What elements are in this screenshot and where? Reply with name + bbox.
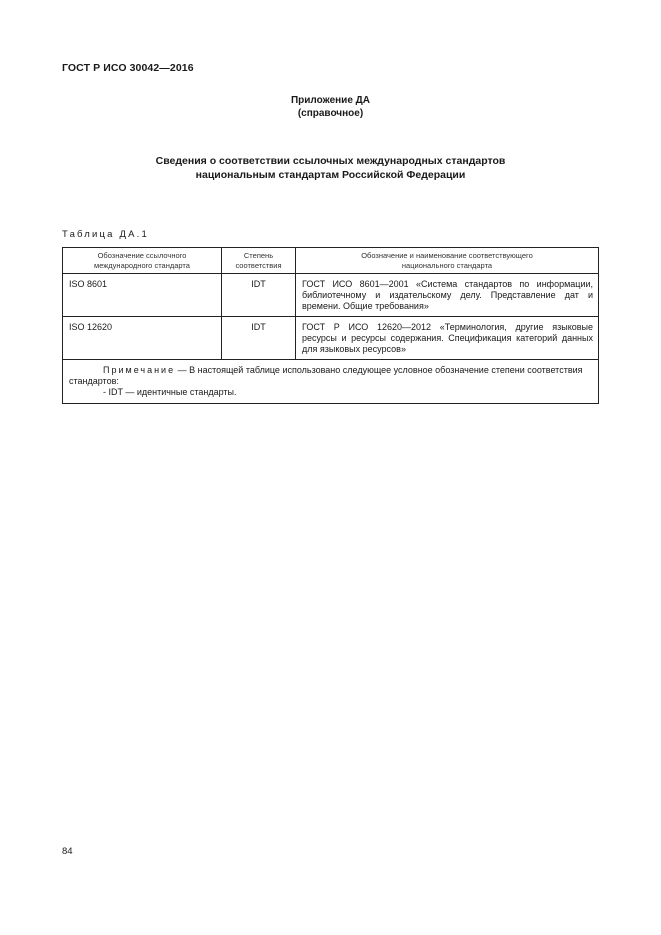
section-title-line1: Сведения о соответствии ссылочных международных стандартов bbox=[155, 155, 506, 167]
note-item bbox=[69, 387, 592, 398]
section-title-line2: национальным стандартам Российской Федерации bbox=[195, 169, 466, 181]
cell-national-standard: ГОСТ ИСО 8601—2001 «Система стандартов по информации, библиотечному и издательскому делу. Представление дат и времени. Общие требования» bbox=[296, 274, 599, 317]
header-degree bbox=[222, 248, 296, 274]
appendix-heading bbox=[0, 94, 661, 120]
note-label: Примечание bbox=[103, 365, 176, 375]
table-row bbox=[63, 317, 599, 360]
appendix-title: Приложение ДА bbox=[290, 95, 371, 106]
cell-degree: IDT bbox=[222, 317, 296, 360]
header-international-standard bbox=[63, 248, 222, 274]
cell-international-standard: ISO 8601 bbox=[63, 274, 222, 317]
header-col2-line1: Степень bbox=[243, 250, 274, 260]
table-header-row bbox=[63, 248, 599, 274]
note-item-text: - IDT — идентичные стандарты. bbox=[103, 387, 237, 397]
cell-international-standard: ISO 12620 bbox=[63, 317, 222, 360]
cell-national-standard: ГОСТ Р ИСО 12620—2012 «Терминология, другие языковые ресурсы и ресурсы содержания. Спецификация категорий данных для языковых ресурсов» bbox=[296, 317, 599, 360]
table-note-row bbox=[63, 360, 599, 404]
appendix-subtitle: (справочное) bbox=[297, 108, 364, 119]
section-title bbox=[0, 154, 661, 182]
header-col3-line2: национального стандарта bbox=[401, 260, 493, 270]
header-col3-line1: Обозначение и наименование соответствующего bbox=[361, 250, 533, 260]
note-text: В настоящей таблице использовано следующее условное обозначение степени соответствия стандартов: bbox=[69, 365, 583, 386]
table-note bbox=[63, 360, 599, 404]
table-caption bbox=[62, 229, 149, 240]
note-paragraph bbox=[69, 365, 592, 387]
document-code: ГОСТ Р ИСО 30042—2016 bbox=[62, 62, 194, 74]
table-row bbox=[63, 274, 599, 317]
note-dash: — bbox=[175, 365, 190, 375]
cell-degree: IDT bbox=[222, 274, 296, 317]
header-national-standard bbox=[296, 248, 599, 274]
header-col2-line2: соответствия bbox=[235, 260, 282, 270]
correspondence-table bbox=[62, 247, 599, 404]
header-col1-line1: Обозначение ссылочного bbox=[97, 250, 187, 260]
page-number: 84 bbox=[62, 846, 73, 857]
header-col1-line2: международного стандарта bbox=[94, 260, 190, 270]
table-caption-text: Таблица ДА.1 bbox=[62, 229, 149, 240]
